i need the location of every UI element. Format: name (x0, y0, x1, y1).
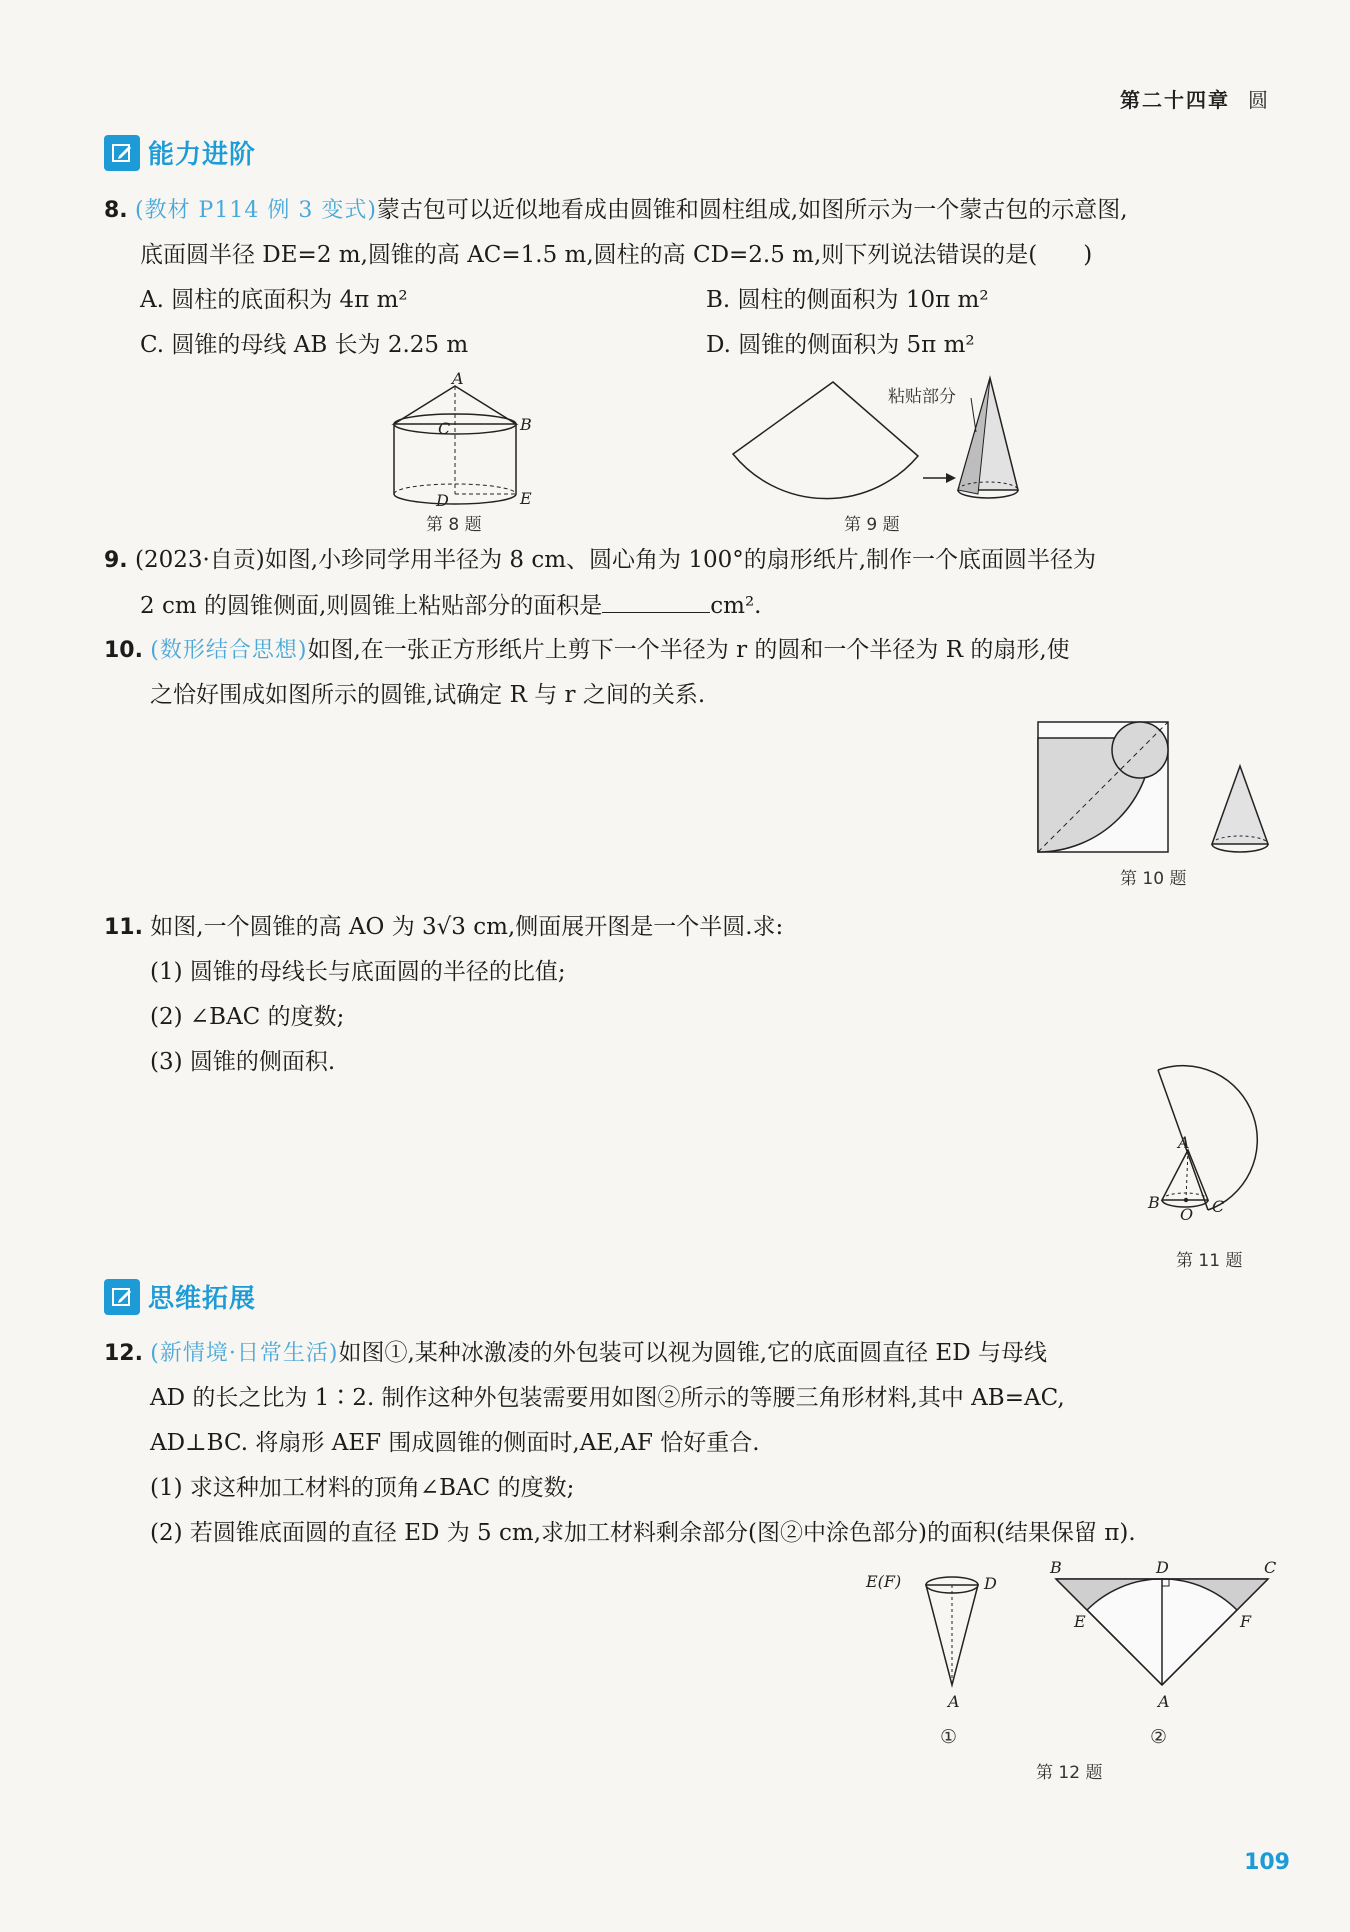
page-number: 109 (1244, 1850, 1290, 1875)
figure-12-icecream (860, 1555, 1280, 1765)
figure-8-yurt (380, 369, 532, 512)
figure-11-cone-semicircle (1140, 1060, 1280, 1230)
label-b: B (1050, 1558, 1062, 1577)
question-text: 如图①,某种冰激凌的外包装可以视为圆锥,它的底面圆直径 ED 与母线 (338, 1340, 1047, 1366)
question-10-line1 (104, 635, 1070, 666)
option-d: D. 圆锥的侧面积为 5π m² (706, 332, 975, 358)
chapter-topic: 圆 (1248, 88, 1270, 112)
label-d: D (984, 1574, 997, 1593)
question-12-line2: AD 的长之比为 1∶2. 制作这种外包装需要用如图②所示的等腰三角形材料,其中 AB=AC, (150, 1385, 1065, 1411)
question-11-sub2: (2) ∠BAC 的度数; (150, 1004, 345, 1030)
label-e: E (520, 489, 532, 508)
figure-9-caption: 第 9 题 (844, 515, 900, 535)
label-b: B (1148, 1193, 1160, 1212)
label-e: E (1074, 1612, 1086, 1631)
unit-text: cm². (710, 593, 762, 619)
question-11-sub1: (1) 圆锥的母线长与底面圆的半径的比值; (150, 959, 566, 985)
label-f: F (1240, 1612, 1252, 1631)
label-a: A (1178, 1133, 1190, 1152)
chapter-title: 第二十四章 (1120, 88, 1230, 112)
question-9-line2 (140, 590, 762, 621)
figure-10-square-cone (1034, 718, 1284, 858)
label-a: A (452, 369, 464, 388)
label-a2: A (1158, 1692, 1170, 1711)
question-source: (教材 P114 例 3 变式) (134, 198, 377, 223)
question-text: 如图,一个圆锥的高 AO 为 3√3 cm,侧面展开图是一个半圆.求: (150, 914, 784, 940)
question-text: (2023·自贡)如图,小珍同学用半径为 8 cm、圆心角为 100°的扇形纸片,制作一个底面圆半径为 (134, 547, 1097, 573)
figure-12-mark-2: ② (1150, 1726, 1168, 1748)
question-12-sub1: (1) 求这种加工材料的顶角∠BAC 的度数; (150, 1475, 575, 1501)
question-number: 8. (104, 198, 128, 223)
option-b: B. 圆柱的侧面积为 10π m² (706, 287, 989, 313)
question-number: 10. (104, 638, 143, 663)
pencil-icon (104, 135, 140, 171)
question-12-line1 (104, 1338, 1047, 1369)
section-title: 思维拓展 (148, 1284, 257, 1314)
question-number: 9. (104, 548, 128, 573)
figure-9-sector-cone (728, 372, 1038, 512)
question-number: 11. (104, 915, 143, 940)
question-12-sub2: (2) 若圆锥底面圆的直径 ED 为 5 cm,求加工材料剩余部分(图②中涂色部分)的面积(结果保留 π). (150, 1520, 1136, 1546)
pencil-icon (104, 1279, 140, 1315)
figure-12-caption: 第 12 题 (1036, 1763, 1103, 1783)
option-a: A. 圆柱的底面积为 4π m² (140, 287, 408, 313)
question-source: (数形结合思想) (150, 638, 308, 663)
section-title: 能力进阶 (148, 140, 257, 170)
question-9-line1 (104, 545, 1096, 576)
question-8-line2: 底面圆半径 DE=2 m,圆锥的高 AC=1.5 m,圆柱的高 CD=2.5 m,则下列说法错误的是( ) (140, 242, 1093, 268)
question-10-line2: 之恰好围成如图所示的圆锥,试确定 R 与 r 之间的关系. (150, 682, 706, 708)
paste-part-label: 粘贴部分 (888, 387, 956, 407)
question-11-line1 (104, 912, 783, 943)
question-8-line1 (104, 195, 1128, 226)
label-c: C (1264, 1558, 1277, 1577)
question-text: 如图,在一张正方形纸片上剪下一个半径为 r 的圆和一个半径为 R 的扇形,使 (307, 637, 1070, 663)
answer-blank[interactable] (602, 590, 710, 613)
label-a: A (948, 1692, 960, 1711)
chapter-header (1120, 84, 1270, 113)
label-c: C (1212, 1197, 1225, 1216)
label-c: C (438, 419, 451, 438)
question-text: 2 cm 的圆锥侧面,则圆锥上粘贴部分的面积是 (140, 593, 603, 619)
label-d2: D (1156, 1558, 1169, 1577)
figure-12-mark-1: ① (940, 1726, 958, 1748)
option-c: C. 圆锥的母线 AB 长为 2.25 m (140, 332, 469, 358)
label-o: O (1180, 1205, 1194, 1224)
question-number: 12. (104, 1341, 143, 1366)
label-d: D (436, 491, 449, 510)
question-source: (新情境·日常生活) (150, 1341, 339, 1366)
figure-10-caption: 第 10 题 (1120, 869, 1187, 889)
question-11-sub3: (3) 圆锥的侧面积. (150, 1049, 336, 1075)
figure-11-caption: 第 11 题 (1176, 1251, 1243, 1271)
section-ability (104, 134, 256, 171)
label-ef: E(F) (866, 1572, 902, 1591)
question-12-line3: AD⊥BC. 将扇形 AEF 围成圆锥的侧面时,AE,AF 恰好重合. (150, 1430, 760, 1456)
section-thinking (104, 1278, 256, 1315)
figure-8-caption: 第 8 题 (426, 515, 482, 535)
question-text: 蒙古包可以近似地看成由圆锥和圆柱组成,如图所示为一个蒙古包的示意图, (376, 197, 1128, 223)
label-b: B (520, 415, 532, 434)
